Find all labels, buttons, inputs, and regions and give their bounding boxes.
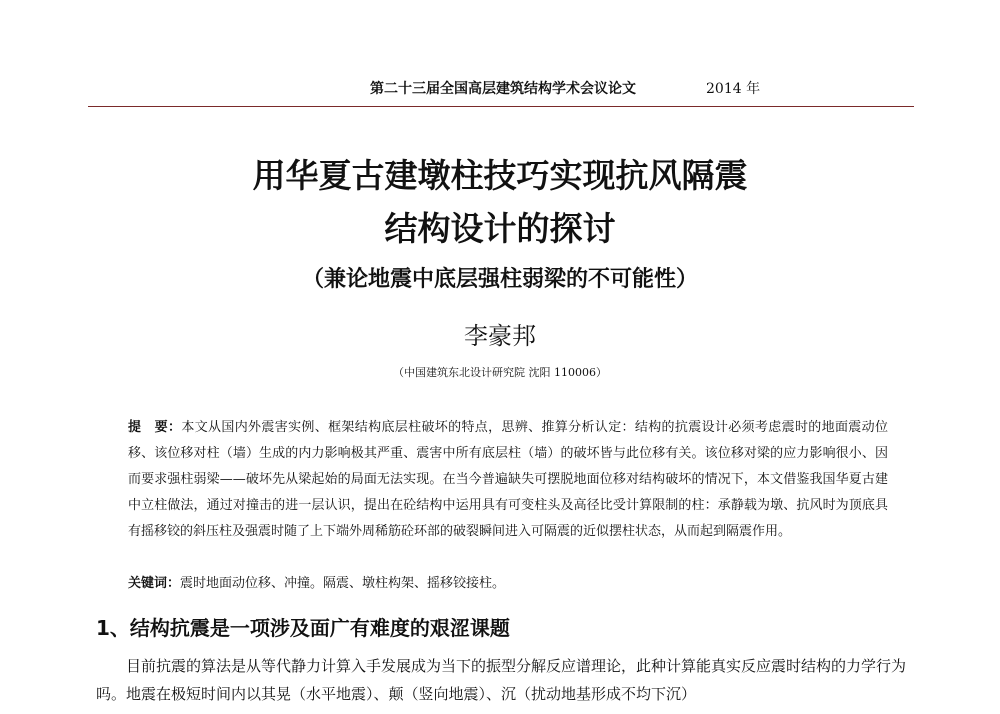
body-paragraph: 目前抗震的算法是从等代静力计算入手发展成为当下的振型分解反应谱理论，此种计算能真实反应震时结构的力学行为吗。地震在极短时间内以其晃（水平地震）、颠（竖向地震）、沉（扰动地基形成不均下沉） [96, 657, 907, 703]
conference-name: 第二十三届全国高层建筑结构学术会议论文 [370, 81, 636, 97]
author-affiliation: （中国建筑东北设计研究院 沈阳 110006） [393, 366, 607, 379]
abstract-label: 提 要： [128, 420, 182, 435]
paper-subtitle: （兼论地震中底层强柱弱梁的不可能性） [301, 267, 698, 292]
keywords-label: 关键词： [128, 576, 181, 591]
conference-year: 2014 年 [706, 81, 761, 97]
author-name: 李豪邦 [464, 322, 536, 350]
abstract [128, 415, 888, 545]
page-header [88, 78, 914, 107]
paper-title-line2: 结构设计的探讨 [384, 209, 616, 248]
paper-title-line1: 用华夏古建墩柱技巧实现抗风隔震 [252, 156, 748, 195]
section-heading: 1、结构抗震是一项涉及面广有难度的艰涩课题 [96, 616, 510, 640]
keywords-text: 震时地面动位移、冲撞。隔震、墩柱构架、摇移铰接柱。 [180, 576, 506, 591]
abstract-text: 本文从国内外震害实例、框架结构底层柱破坏的特点，思辨、推算分析认定：结构的抗震设计必须考虑震时的地面震动位移、该位移对柱（墙）生成的内力影响极其严重、震害中所有底层柱（墙）的破坏皆与此位移有关。该位移对梁的应力影响很小、因而要求强柱弱梁——破坏先从梁起始的局面无法实现。在当今普遍缺失可摆脱地面位移对结构破坏的情况下，本文借鉴我国华夏古建中立柱做法，通过对撞击的进一层认识，提出在砼结构中运用具有可变柱头及高径比受计算限制的柱：承静载为墩、抗风时为顶底具有摇移铰的斜压柱及强震时随了上下端外周稀筋砼环部的破裂瞬间进入可隔震的近似摆柱状态，从而起到隔震作用。 [128, 420, 888, 539]
keywords [128, 573, 888, 595]
